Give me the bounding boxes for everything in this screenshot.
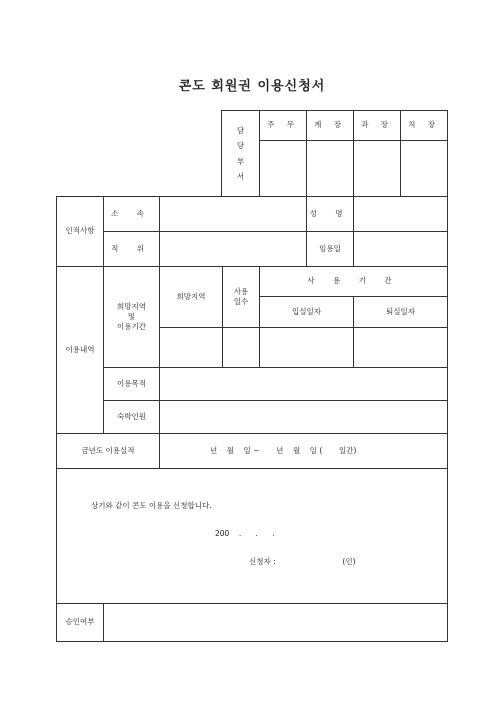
checkin-label: 입실일자 [260, 297, 354, 328]
approval-header-chief: 계 장 [307, 111, 354, 141]
page-title: 콘도 회원권 이용신청서 [178, 79, 326, 94]
approval-status-field[interactable] [104, 604, 448, 642]
checkin-field[interactable] [260, 328, 354, 368]
guests-field[interactable] [160, 401, 448, 434]
usage-record-label: 금년도 이용실적 [57, 434, 160, 469]
purpose-label: 이용목적 [104, 368, 160, 401]
position-field[interactable] [160, 232, 307, 267]
purpose-field[interactable] [160, 368, 448, 401]
applicant-line[interactable]: 신청자 : (인) [249, 557, 356, 566]
checkout-label: 퇴실일자 [354, 297, 448, 328]
hire-date-field[interactable] [354, 232, 448, 267]
signature-cell-chief[interactable] [307, 141, 354, 197]
desired-region-field[interactable] [160, 328, 223, 368]
usage-section-label: 이용내역 [57, 267, 104, 434]
personal-section-label: 인적사항 [57, 197, 104, 267]
checkout-field[interactable] [354, 328, 448, 368]
name-label: 성 명 [307, 197, 354, 232]
position-label: 직 위 [104, 232, 160, 267]
usage-record-field[interactable]: 년 월 일 ~ 년 월 일 ( 일간) [160, 434, 448, 469]
approval-status-label: 승인여부 [57, 604, 104, 642]
name-field[interactable] [354, 197, 448, 232]
hire-date-label: 임용일 [307, 232, 354, 267]
statement-date[interactable]: 200 . . . [215, 529, 275, 538]
statement-text: 상기와 같이 콘도 이용을 신청합니다. [91, 501, 212, 510]
desired-region-period-label: 희망지역 및 이용기간 [104, 267, 160, 368]
dept-label: 담 당 부 서 [222, 111, 260, 197]
usage-days-label: 사용 일수 [223, 267, 260, 328]
signature-cell-director[interactable] [401, 141, 448, 197]
approval-table [221, 110, 448, 197]
guests-label: 숙박인원 [104, 401, 160, 434]
signature-cell-section[interactable] [354, 141, 401, 197]
approval-header-section: 과 장 [354, 111, 401, 141]
application-form [56, 196, 448, 642]
usage-days-field[interactable] [223, 328, 260, 368]
approval-header-staff: 주 무 [260, 111, 307, 141]
approval-header-director: 처 장 [401, 111, 448, 141]
signature-cell-staff[interactable] [260, 141, 307, 197]
desired-region-label: 희망지역 [160, 267, 223, 328]
statement-area [57, 469, 448, 604]
affiliation-label: 소 속 [104, 197, 160, 232]
affiliation-field[interactable] [160, 197, 307, 232]
usage-period-label: 사 용 기 간 [260, 267, 448, 297]
